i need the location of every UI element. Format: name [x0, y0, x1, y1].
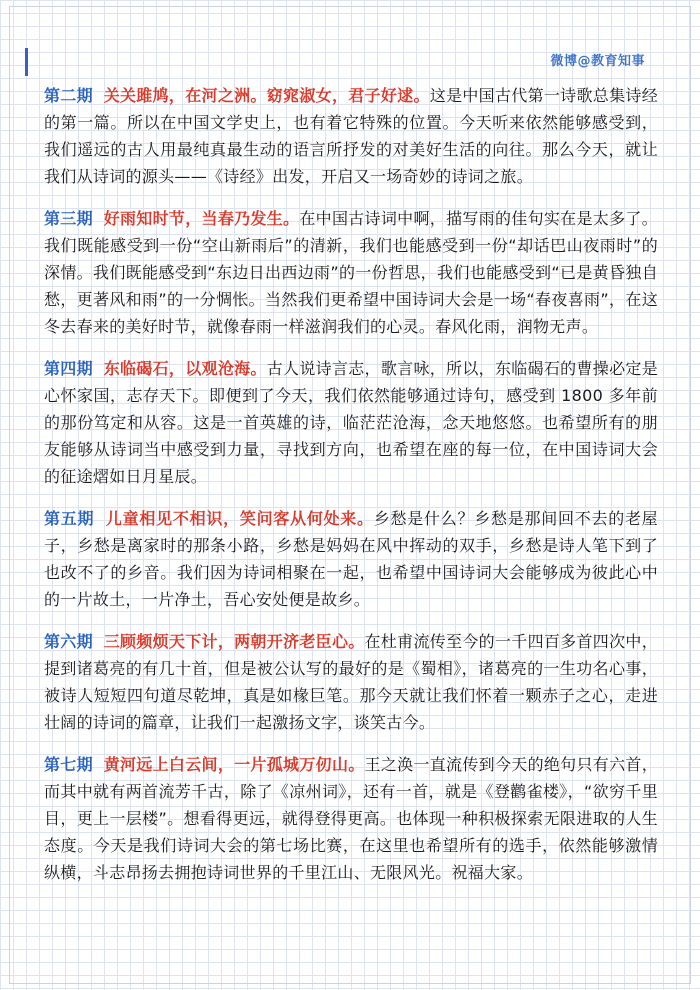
issue-label: 第三期 — [44, 209, 93, 228]
section-issue-4 — [44, 355, 658, 490]
section-body: 在中国古诗词中啊，描写雨的佳句实在是太多了。我们既能感受到一份“空山新雨后”的清新，我们也能感受到一份“却话巴山夜雨时”的深情。我们既能感受到“东边日出西边雨”的一份哲思，我们也能感受到“已是黄昏独自愁，更著风和雨”的一分惆怅。当然我们更希望中国诗词大会是一场“春夜喜雨”，在这冬去春来的美好时节，就像春雨一样滋润我们的心灵。春风化雨，润物无声。 — [44, 209, 658, 336]
poem-quote: 好雨知时节，当春乃发生。 — [103, 209, 300, 228]
poem-quote: 三顾频烦天下计，两朝开济老臣心。 — [103, 632, 365, 651]
section-issue-7 — [44, 751, 658, 886]
section-body: 在杜甫流传至今的一千四百多首四次中，提到诸葛亮的有几十首，但是被公认写的最好的是《蜀相》，诸葛亮的一生功名心事，被诗人短短四句道尽乾坤，真是如椽巨笔。那今天就让我们怀着一颗赤子之心，走进壮阔的诗词的篇章，让我们一起激扬文字，谈笑古今。 — [44, 632, 658, 732]
section-issue-2 — [44, 82, 658, 190]
poem-quote: 关关雎鸠，在河之洲。窈窕淑女，君子好逑。 — [103, 86, 430, 105]
issue-label: 第六期 — [44, 632, 93, 651]
article-content — [44, 82, 658, 901]
issue-label: 第七期 — [44, 755, 93, 774]
side-accent-bar — [25, 48, 28, 76]
section-body: 乡愁是什么？乡愁是那间回不去的老屋子，乡愁是离家时的那条小路，乡愁是妈妈在风中挥动的双手，乡愁是诗人笔下到了也改不了的乡音。我们因为诗词相聚在一起，也希望中国诗词大会能够成为彼此心中的一片故土，一片净土，吾心安处便是故乡。 — [44, 509, 658, 609]
section-issue-5 — [44, 505, 658, 613]
section-issue-6 — [44, 628, 658, 736]
poem-quote: 黄河远上白云间，一片孤城万仞山。 — [103, 755, 365, 774]
watermark: 微博@教育知事 — [550, 54, 645, 69]
section-body: 王之涣一直流传到今天的绝句只有六首，而其中就有两首流芳千古，除了《凉州词》，还有一首，就是《登鹳雀楼》，“欲穷千里目，更上一层楼”。想看得更远，就得登得更高。也体现一种积极探索无限进取的人生态度。今天是我们诗词大会的第七场比赛，在这里也希望所有的选手，依然能够激情纵横，斗志昂扬去拥抱诗词世界的千里江山、无限风光。祝福大家。 — [44, 755, 658, 882]
section-body: 这是中国古代第一诗歌总集诗经的第一篇。所以在中国文学史上，也有着它特殊的位置。今天听来依然能够感受到，我们遥远的古人用最纯真最生动的语言所抒发的对美好生活的向往。那么今天，就让我们从诗词的源头——《诗经》出发，开启又一场奇妙的诗词之旅。 — [44, 86, 658, 186]
issue-label: 第五期 — [44, 509, 95, 528]
poem-quote: 儿童相见不相识，笑问客从何处来。 — [105, 509, 374, 528]
issue-label: 第四期 — [44, 359, 93, 378]
issue-label: 第二期 — [44, 86, 93, 105]
section-body: 古人说诗言志，歌言咏，所以，东临碣石的曹操必定是心怀家国，志存天下。即便到了今天，我们依然能够通过诗句，感受到 1800 多年前的那份笃定和从容。这是一首英雄的诗，临茫茫沧海，念天地悠悠。也希望所有的朋友能够从诗词当中感受到力量，寻找到方向，也希望在座的每一位，在中国诗词大会的征途熠如日月星辰。 — [44, 359, 658, 486]
section-issue-3 — [44, 205, 658, 340]
poem-quote: 东临碣石，以观沧海。 — [103, 359, 267, 378]
